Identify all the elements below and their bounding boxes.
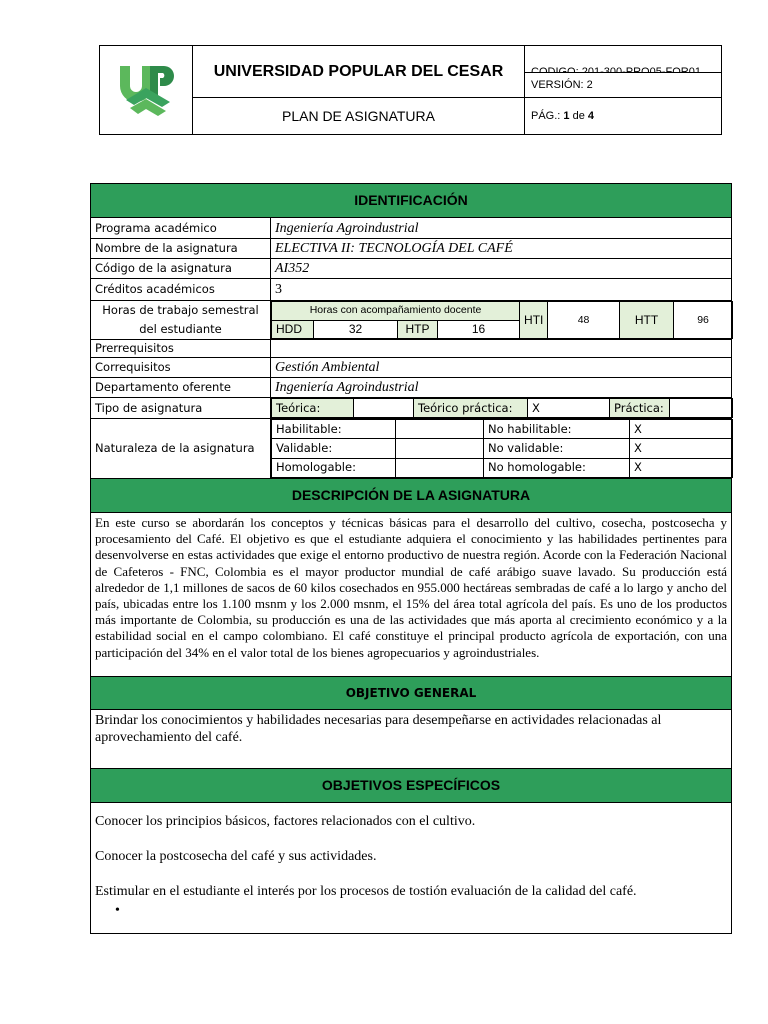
htp-value: 16 (438, 320, 520, 339)
hdd-value: 32 (314, 320, 398, 339)
hti-label: HTI (520, 302, 548, 339)
homologable-label: Homologable: (272, 458, 396, 477)
section-objetivo-general-title: OBJETIVO GENERAL (91, 677, 732, 710)
prerreq-value (271, 340, 732, 358)
prerreq-label: Prerrequisitos (91, 340, 271, 358)
no-validable-value: X (630, 439, 733, 458)
tipo-label: Tipo de asignatura (91, 398, 271, 419)
correq-label: Correquisitos (91, 358, 271, 378)
version-label: VERSIÓN: 2 (531, 79, 593, 91)
validable-label: Validable: (272, 439, 396, 458)
hdd-label: HDD (272, 320, 314, 339)
page-current: 1 (563, 110, 570, 122)
no-validable-label: No validable: (484, 439, 630, 458)
objetivo-especifico-item: Estimular en el estudiante el interés por los procesos de tostión evaluación de la calidad del café. (95, 884, 637, 899)
university-name: UNIVERSIDAD POPULAR DEL CESAR (193, 46, 525, 98)
page-label: PÁG.: (531, 110, 561, 122)
habilitable-value (396, 420, 484, 439)
naturaleza-grid (271, 419, 732, 479)
nombre-label: Nombre de la asignatura (91, 239, 271, 259)
no-habilitable-label: No habilitable: (484, 420, 630, 439)
page-of: de (572, 110, 585, 122)
descripcion-text: En este curso se abordarán los conceptos y técnicas básicas para el desarrollo del cultivo, cosecha, postcosecha y procesamiento del Café. El objetivo es que el estudiante adquiera el conocimiento y las habilidades pertinentes para desenvolverse en estas actividades que exige el entorno productivo de nuestra región. Acorde con la Federación Nacional de Cafeteros - FNC, Colombia es el mayor productor mundial de café arábigo suave lavado. Su producción está alrededor de 1,1 millones de sacos de 60 kilos cosechados en 955.000 hectáreas sembradas de café a lo largo y ancho del país, ubicadas entre los 1.100 msnm y los 2.000 msnm, el 15% del área total agrícola del país. Es uno de los productos más importante de Colombia, su producción es una de las actividades que más aporta al crecimiento económico y a la estabilidad social en el campo colombiano. El café constituye el principal producto agrícola de exportación, con una participación del 34% en el valor total de los bienes agropecuarios y agroindustriales. (91, 513, 732, 677)
no-homologable-label: No homologable: (484, 458, 630, 477)
section-identificacion-title: IDENTIFICACIÓN (91, 184, 732, 218)
upc-logo-icon (116, 58, 176, 120)
practica-label: Práctica: (610, 399, 670, 418)
horas-label-line2: del estudiante (139, 322, 222, 336)
programa-label: Programa académico (91, 218, 271, 239)
practica-value (670, 399, 733, 418)
horas-acompanamiento: Horas con acompañamiento docente (272, 302, 520, 321)
teoprac-label: Teórico práctica: (414, 399, 528, 418)
tipo-grid (271, 398, 732, 419)
page-number (525, 98, 722, 135)
objetivo-especifico-item: Conocer la postcosecha del café y sus actividades. (95, 849, 377, 864)
teorica-label: Teórica: (272, 399, 354, 418)
codigo-label: Código de la asignatura (91, 259, 271, 279)
objetivo-especifico-item: Conocer los principios básicos, factores relacionados con el cultivo. (95, 814, 476, 829)
horas-label (91, 301, 271, 340)
section-objetivos-especificos-title: OBJETIVOS ESPECÍFICOS (91, 769, 732, 803)
section-descripcion-title: DESCRIPCIÓN DE LA ASIGNATURA (91, 479, 732, 513)
objetivos-especificos-list (91, 803, 732, 934)
validable-value (396, 439, 484, 458)
htp-label: HTP (398, 320, 438, 339)
no-habilitable-value: X (630, 420, 733, 439)
logo-cell (100, 46, 193, 135)
teorica-value (354, 399, 414, 418)
htt-label: HTT (620, 302, 674, 339)
page-total: 4 (587, 110, 595, 122)
naturaleza-label: Naturaleza de la asignatura (91, 419, 271, 479)
horas-label-line1: Horas de trabajo semestral (102, 303, 259, 317)
no-homologable-value: X (630, 458, 733, 477)
codigo-value: AI352 (271, 259, 732, 279)
version-cell (525, 72, 721, 97)
hti-value: 48 (548, 302, 620, 339)
teoprac-value: X (528, 399, 610, 418)
creditos-label: Créditos académicos (91, 279, 271, 301)
programa-value: Ingeniería Agroindustrial (271, 218, 732, 239)
empty-bullet: • (115, 903, 120, 918)
depto-label: Departamento oferente (91, 378, 271, 398)
nombre-value: ELECTIVA II: TECNOLOGÍA DEL CAFÉ (271, 239, 732, 259)
objetivo-general-text: Brindar los conocimientos y habilidades necesarias para desempeñarse en actividades relacionadas al aprovechamiento del café. (91, 710, 732, 769)
creditos-value: 3 (271, 279, 732, 301)
depto-value: Ingeniería Agroindustrial (271, 378, 732, 398)
correq-value: Gestión Ambiental (271, 358, 732, 378)
horas-grid (271, 301, 732, 340)
htt-value: 96 (674, 302, 733, 339)
homologable-value (396, 458, 484, 477)
habilitable-label: Habilitable: (272, 420, 396, 439)
identification-form (90, 183, 732, 934)
document-type: PLAN DE ASIGNATURA (193, 98, 525, 135)
